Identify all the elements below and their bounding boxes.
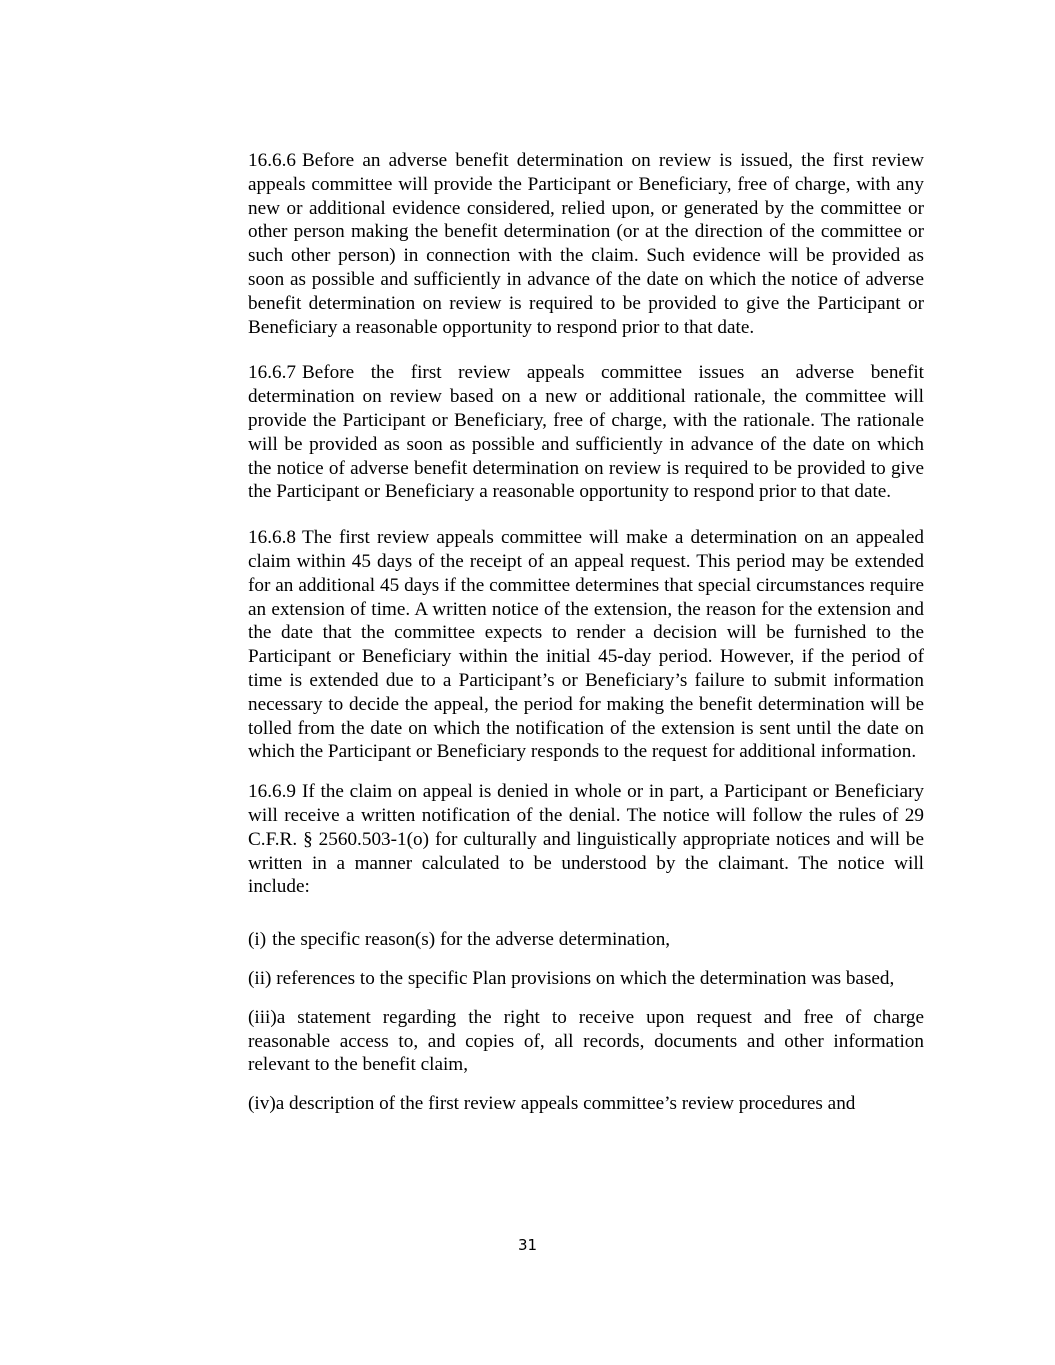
- paragraph-text: The first review appeals committee will make a determination on an appealed claim within 45 days of the receipt of an appeal request. This period may be extended for an additional 45 days if the committee determines that special circumstances require an extension of time. A written notice of the extension, the reason for the extension and the date that the committee expects to render a decision will be furnished to the Participant or Beneficiary within the initial 45-day period. However, if the period of time is extended due to a Participant’s or Beneficiary’s failure to submit information necessary to decide the appeal, the period for making the benefit determination will be tolled from the date on which the notification of the extension is sent until the date on which the Participant or Beneficiary responds to the request for additional information.: [248, 527, 924, 763]
- section-number: 16.6.9: [248, 781, 296, 803]
- list-item: [248, 1006, 924, 1077]
- document-body: [248, 149, 924, 1116]
- paragraph-text: If the claim on appeal is denied in whole or in part, a Participant or Beneficiary will receive a written notification of the denial. The notice will follow the rules of 29 C.F.R. § 2560.503-1(o) for culturally and linguistically appropriate notices and will be written in a manner calculated to be understood by the claimant. The notice will include:: [248, 781, 924, 898]
- list-item-text: a description of the first review appeals committee’s review procedures and: [275, 1093, 856, 1115]
- list-item-text: references to the specific Plan provisions on which the determination was based,: [276, 967, 895, 989]
- page-number: 31: [517, 1236, 538, 1254]
- list-item: [248, 1092, 924, 1116]
- paragraph-text: Before an adverse benefit determination on review is issued, the first review appeals committee will provide the Participant or Beneficiary, free of charge, with any new or additional evidence considered, relied upon, or generated by the committee or other person making the benefit determination (or at the direction of the committee or such other person) in connection with the claim. Such evidence will be provided as soon as possible and sufficiently in advance of the date on which the notice of adverse benefit determination on review is required to be provided to give the Participant or Beneficiary a reasonable opportunity to respond prior to that date.: [248, 150, 924, 338]
- list-item-text: the specific reason(s) for the adverse determination,: [272, 929, 671, 951]
- paragraph-16-6-8: [248, 526, 924, 764]
- section-number: 16.6.6: [248, 150, 296, 171]
- paragraph-text: Before the first review appeals committee issues an adverse benefit determination on review based on a new or additional rationale, the committee will provide the Participant or Beneficiary, free of charge, with the rationale. The rationale will be provided as soon as possible and sufficiently in advance of the date on which the notice of adverse benefit determination on review is required to be provided to give the Participant or Beneficiary a reasonable opportunity to respond prior to that date.: [248, 362, 924, 503]
- paragraph-16-6-9: [248, 780, 924, 899]
- paragraph-16-6-7: [248, 361, 924, 504]
- list-item: [248, 967, 924, 991]
- list-marker: (ii): [248, 967, 272, 989]
- list-item-text: a statement regarding the right to receive upon request and free of charge reasonable access to, and copies of, all records, documents and other information relevant to the benefit claim,: [248, 1006, 924, 1076]
- paragraph-16-6-6: [248, 149, 924, 339]
- list-marker: (iv): [248, 1093, 276, 1115]
- list-item: [248, 928, 924, 952]
- list-marker: (iii): [248, 1006, 277, 1028]
- section-number: 16.6.7: [248, 362, 296, 384]
- list-marker: (i): [248, 929, 267, 951]
- section-number: 16.6.8: [248, 527, 296, 549]
